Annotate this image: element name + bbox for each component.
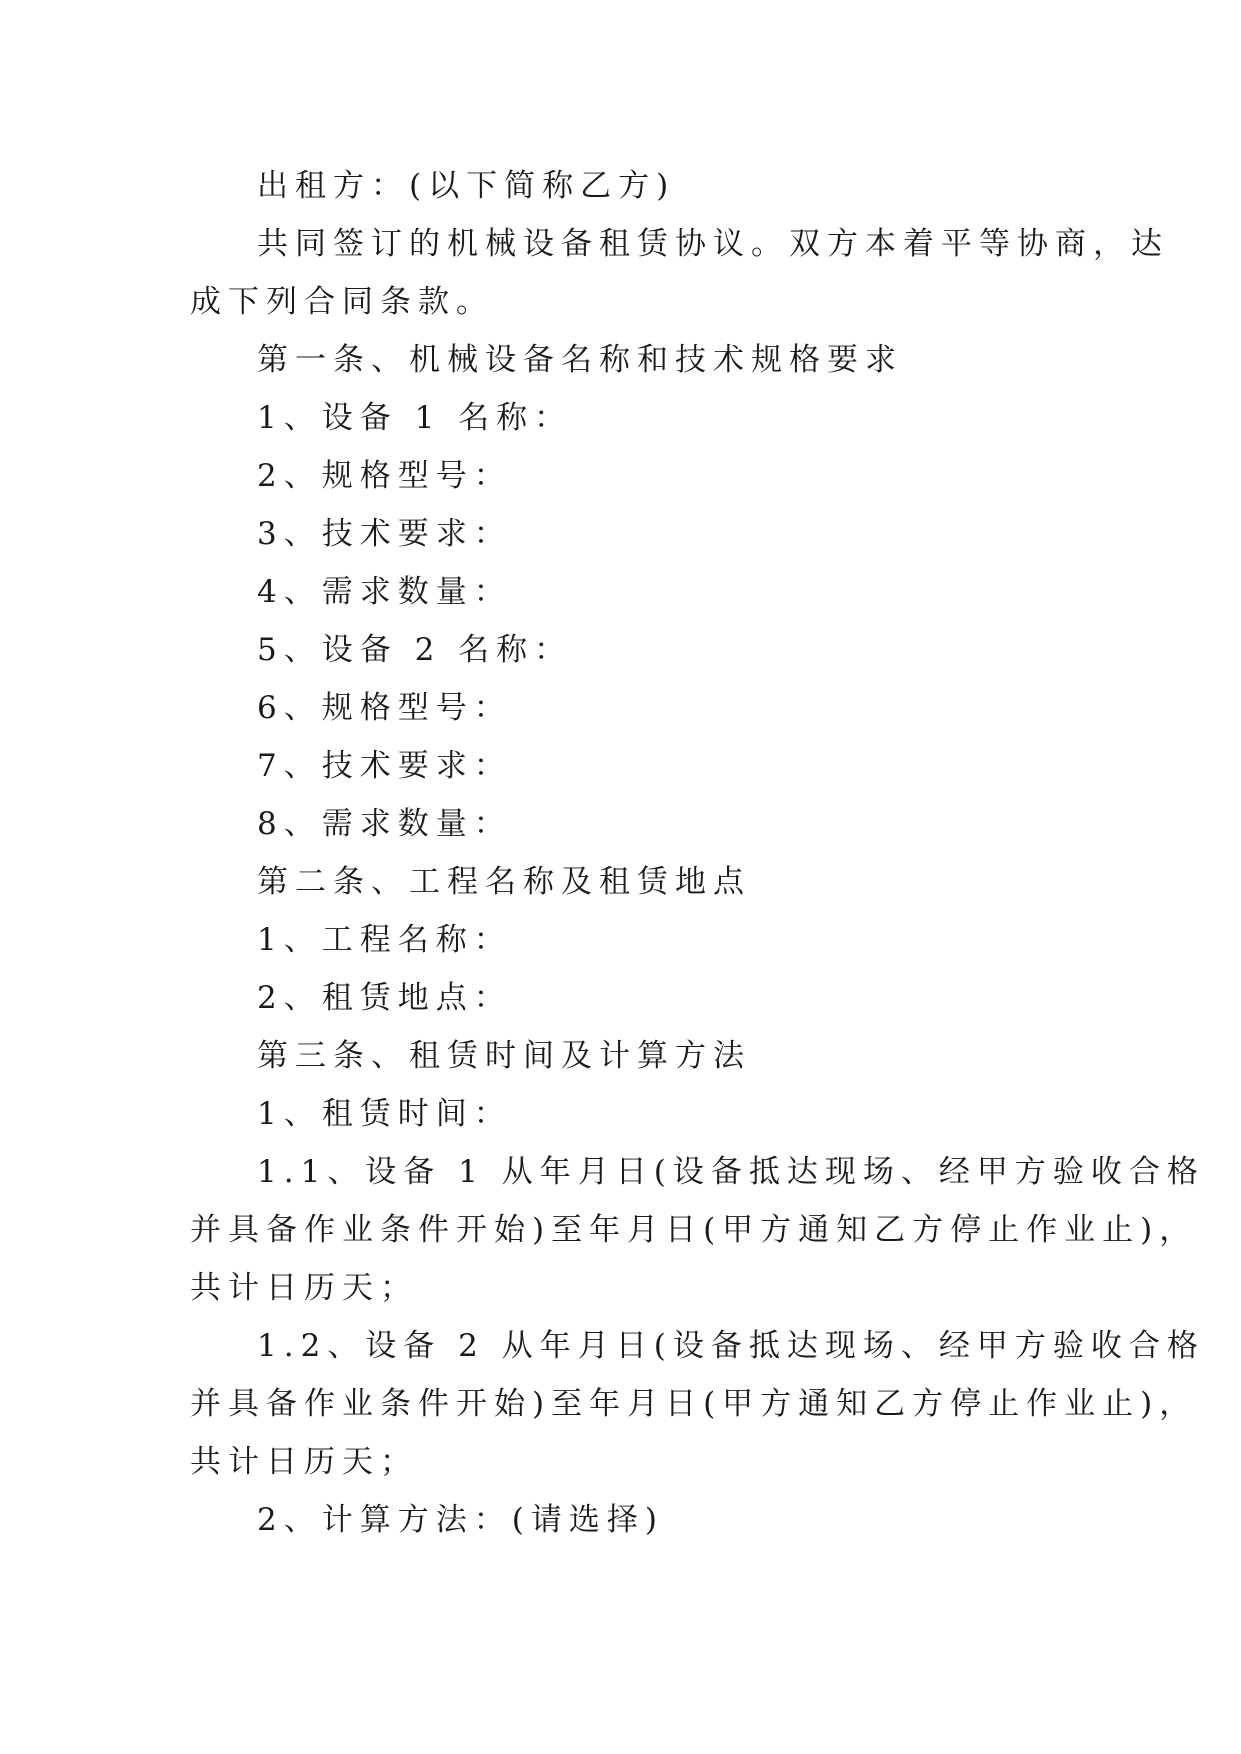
clause-1-2-line-3: 共计日历天； — [190, 1444, 418, 1480]
article-2-heading: 第二条、工程名称及租赁地点 — [257, 864, 751, 900]
equipment-1-model: 2、规格型号： — [257, 458, 512, 494]
clause-1-1-line-3: 共计日历天； — [190, 1270, 418, 1306]
equipment-1-quantity: 4、需求数量： — [257, 574, 512, 610]
lease-time: 1、租赁时间： — [257, 1096, 512, 1132]
equipment-1-name: 1、设备 1 名称： — [257, 400, 573, 436]
intro-paragraph-line-2: 成下列合同条款。 — [190, 284, 494, 320]
clause-1-2-line-1: 1.2、设备 2 从年月日(设备抵达现场、经甲方验收合格 — [257, 1328, 1205, 1364]
lessor-line: 出租方：(以下简称乙方) — [257, 168, 676, 204]
article-3-heading: 第三条、租赁时间及计算方法 — [257, 1038, 751, 1074]
lease-location: 2、租赁地点： — [257, 980, 512, 1016]
article-1-heading: 第一条、机械设备名称和技术规格要求 — [257, 342, 903, 378]
equipment-2-name: 5、设备 2 名称： — [257, 632, 573, 668]
project-name: 1、工程名称： — [257, 922, 512, 958]
clause-1-2-line-2: 并具备作业条件开始)至年月日(甲方通知乙方停止作业止)， — [190, 1386, 1198, 1422]
equipment-2-quantity: 8、需求数量： — [257, 806, 512, 842]
clause-1-1-line-1: 1.1、设备 1 从年月日(设备抵达现场、经甲方验收合格 — [257, 1154, 1205, 1190]
intro-paragraph-line-1: 共同签订的机械设备租赁协议。双方本着平等协商，达 — [257, 226, 1169, 262]
clause-1-1-line-2: 并具备作业条件开始)至年月日(甲方通知乙方停止作业止)， — [190, 1212, 1198, 1248]
equipment-2-model: 6、规格型号： — [257, 690, 512, 726]
equipment-2-requirements: 7、技术要求： — [257, 748, 512, 784]
equipment-1-requirements: 3、技术要求： — [257, 516, 512, 552]
calculation-method: 2、计算方法：(请选择) — [257, 1502, 664, 1538]
